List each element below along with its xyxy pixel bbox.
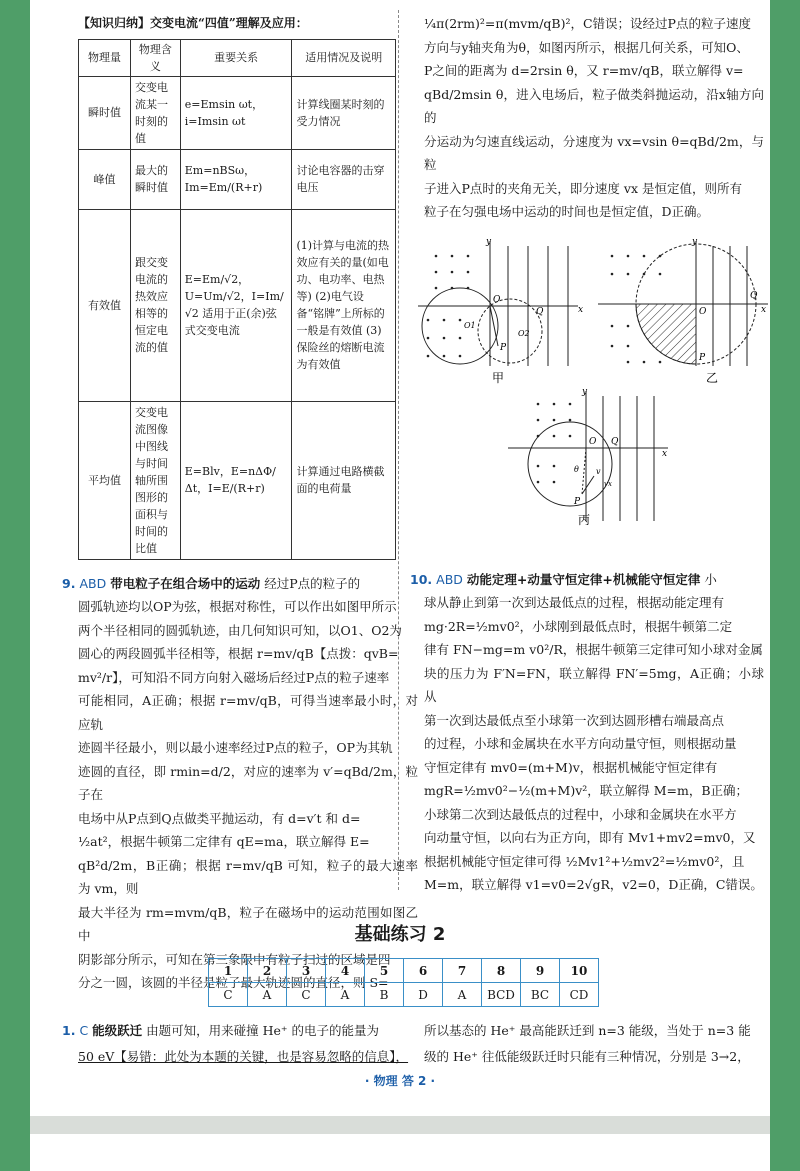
q9-cont-line: 方向与y轴夹角为θ，如图丙所示，根据几何关系，可知O、 xyxy=(424,39,749,55)
answer-value: BCD xyxy=(482,983,521,1007)
q1-answer: C xyxy=(79,1023,89,1038)
q10-line: 守恒定律有 mv0=(m+M)v，根据机械能守恒定律有 xyxy=(424,759,718,775)
answer-value: B xyxy=(365,983,404,1007)
q9-continuation xyxy=(424,12,764,224)
answer-number: 8 xyxy=(482,959,521,983)
table-cell: E=Blv，E=nΔΦ/Δt，I=E/(R+r) xyxy=(180,401,292,559)
q9-line: 可能相同，A正确；根据 r=mv/qB，可得当速率最小时，对应轨 xyxy=(78,693,418,732)
answer-value: A xyxy=(326,983,365,1007)
table-cell: (1)计算与电流的热效应有关的量(如电功、电功率、电热等) (2)电气设备“铭牌”上所标的一般是有效值 (3)保险丝的熔断电流为有效值 xyxy=(292,209,396,401)
table-row xyxy=(79,209,396,401)
answer-number: 3 xyxy=(287,959,326,983)
table-cell: 计算线圈某时刻的受力情况 xyxy=(292,76,396,149)
table-cell: 计算通过电路横截面的电荷量 xyxy=(292,401,396,559)
table-cell: 讨论电容器的击穿电压 xyxy=(292,149,396,209)
table-cell: 最大的瞬时值 xyxy=(131,149,181,209)
q9-line: mv²/r】，可知沿不同方向射入磁场后经过P点的粒子速率 xyxy=(78,669,390,685)
fig-c-q-label: Q xyxy=(611,437,619,447)
q10-line: 向动量守恒，以向右为正方向，即有 Mv1+mv2=mv0，又 xyxy=(424,830,756,845)
answer-number: 5 xyxy=(365,959,404,983)
q9-line: 圆心的两段圆弧半径相等，根据 r=mv/qB【点拨：qvB= xyxy=(78,646,399,661)
figure-b xyxy=(598,237,768,385)
q9-line: 圆弧轨迹均以OP为弦，根据对称性，可以作出如图甲所示 xyxy=(78,599,397,614)
q1-line: 50 eV【易错：此处为本题的关键，也是容易忽略的信息】， xyxy=(78,1049,409,1064)
q9-topic: 带电粒子在组合场中的运动 xyxy=(110,575,261,591)
table-cell: 有效值 xyxy=(79,209,131,401)
q9-cont-line: 分运动为匀速直线运动，分速度为 vx=vsin θ=qBd/2m，与粒 xyxy=(424,133,764,172)
q10-line: 根据机械能守恒定律可得 ½Mv1²+½mv2²=½mv0²，且 xyxy=(424,853,745,869)
q9-line: 迹圆半径最小，则以最小速率经过P点的粒子，OP为其轨 xyxy=(78,740,393,755)
table-row xyxy=(79,401,396,559)
q10-line: 球从静止到第一次到达最低点的过程，根据动能定理有 xyxy=(424,595,725,610)
q10-line: 小球第二次到达最低点的过程中，小球和金属块在水平方 xyxy=(424,806,737,822)
page-footer: · 物理 答 2 · xyxy=(364,1074,436,1088)
answer-number: 4 xyxy=(326,959,365,983)
table-header: 重要关系 xyxy=(180,39,292,76)
fig-c-p-label: P xyxy=(574,497,581,507)
q1-first-line xyxy=(62,1018,418,1044)
left-column xyxy=(62,12,418,995)
fig-b-x-label: x xyxy=(761,305,767,315)
q10-number: 10. xyxy=(410,571,433,587)
fig-a-o-label: O xyxy=(493,295,501,305)
fig-c-x-label: x xyxy=(662,449,668,459)
answer-number: 9 xyxy=(521,959,560,983)
bottom-bar xyxy=(30,1116,770,1134)
q10-line: 块的压力为 F′N=FN，联立解得 FN′=5mg，A正确；小球从 xyxy=(424,665,764,704)
table-cell: 峰值 xyxy=(79,149,131,209)
question-10 xyxy=(410,568,764,897)
q10-answer: ABD xyxy=(436,571,463,587)
answer-value: A xyxy=(443,983,482,1007)
table-header-row xyxy=(79,39,396,76)
q10-topic: 动能定理+动量守恒定律+机械能守恒定律 xyxy=(466,571,701,587)
fig-a-caption: 甲 xyxy=(492,371,505,385)
knowledge-table xyxy=(78,39,396,560)
question-1 xyxy=(62,1018,418,1070)
answer-number: 10 xyxy=(560,959,599,983)
q10-line: 第一次到达最低点至小球第一次到达圆形槽右端最高点 xyxy=(424,712,725,728)
table-cell: e=Emsin ωt，i=Imsin ωt xyxy=(180,76,292,149)
fig-c-y-label: y xyxy=(582,387,588,397)
answer-number: 2 xyxy=(248,959,287,983)
q1-cont-line: 级的 He⁺ 往低能级跃迁时只能有三种情况，分别是 3→2， xyxy=(424,1049,750,1064)
q1-line: 由题可知，用来碰撞 He⁺ 的电子的能量为 xyxy=(146,1023,379,1038)
fig-b-o-label: O xyxy=(699,307,707,317)
q9-line: 阴影部分所示，可知在第三象限中有粒子扫过的区域是四 xyxy=(78,951,391,967)
answer-number: 1 xyxy=(209,959,248,983)
q9-line: 两个半径相同的圆弧轨迹，由几何知识可知，以O1、O2为 xyxy=(78,622,402,638)
fig-c-theta-label: θ xyxy=(574,465,579,474)
q9-cont-line: 子进入P点时的夹角无关，即分速度 vx 是恒定值，则所有 xyxy=(424,180,742,196)
answer-value: A xyxy=(248,983,287,1007)
q10-line: 律有 FN−mg=m v0²/R，根据牛顿第三定律可知小球对金属 xyxy=(424,642,763,657)
answer-table xyxy=(208,958,599,1007)
fig-c-caption: 丙 xyxy=(578,513,591,527)
fig-a-x-label: x xyxy=(578,305,584,315)
q9-line: 迹圆的直径，即 rmin=d/2，对应的速率为 v′=qBd/2m，粒子在 xyxy=(78,763,418,802)
question-1-continuation xyxy=(424,1018,764,1070)
q9-line: 分之一圆，该圆的半径是粒子最大轨迹圆的直径，则 S= xyxy=(78,975,389,990)
q9-line: 经过P点的粒子的 xyxy=(264,575,361,591)
q9-line: ½at²，根据牛顿第二定律有 qE=ma，联立解得 E= xyxy=(78,834,370,849)
figure-a xyxy=(418,237,583,385)
q10-line: 小 xyxy=(704,571,717,587)
table-cell: 跟交变电流的热效应相等的恒定电流的值 xyxy=(131,209,181,401)
q9-cont-line: P之间的距离为 d=2rsin θ，又 r=mv/qB，联立解得 v= xyxy=(424,63,744,78)
fig-a-p-label: P xyxy=(500,343,507,353)
fig-a-y-label: y xyxy=(486,237,492,247)
table-row xyxy=(79,149,396,209)
physics-figures xyxy=(408,236,768,536)
answer-value: CD xyxy=(560,983,599,1007)
fig-c-v-label: v xyxy=(596,467,601,476)
q10-line: mgR=½mv0²−½(m+M)v²，联立解得 M=m，B正确； xyxy=(424,783,749,798)
section-title: 基础练习 2 xyxy=(354,924,446,945)
q9-cont-line: ¼π(2rm)²=π(mvm/qB)²，C错误；设经过P点的粒子速度 xyxy=(424,16,751,31)
table-row xyxy=(79,76,396,149)
table-cell: 交变电流某一时刻的值 xyxy=(131,76,181,149)
q1-topic: 能级跃迁 xyxy=(92,1023,143,1038)
q1-cont-line: 所以基态的 He⁺ 最高能跃迁到 n=3 能级，当处于 n=3 能 xyxy=(424,1023,751,1038)
fig-b-caption: 乙 xyxy=(706,371,719,385)
fig-a-o1-label: O1 xyxy=(464,321,476,330)
answer-number-row xyxy=(209,959,599,983)
q9-number: 9. xyxy=(62,575,76,591)
fig-c-o-label: O xyxy=(589,437,597,447)
answer-value-row xyxy=(209,983,599,1007)
q10-line: mg·2R=½mv0²，小球刚到最低点时，根据牛顿第二定 xyxy=(424,618,733,634)
q9-cont-line: qBd/2msin θ，进入电场后，粒子做类斜抛运动，沿x轴方向的 xyxy=(424,86,764,125)
fig-b-y-label: y xyxy=(692,237,698,247)
q9-first-line xyxy=(62,572,418,596)
q9-line: 电场中从P点到Q点做类平抛运动，有 d=v′t 和 d= xyxy=(78,810,361,826)
table-header: 物理量 xyxy=(79,39,131,76)
q9-line: qB²d/2m，B正确；根据 r=mv/qB 可知，粒子的最大速率为 vm，则 xyxy=(78,857,418,896)
answer-number: 7 xyxy=(443,959,482,983)
q10-line: 的过程，小球和金属块在水平方向动量守恒，则根据动量 xyxy=(424,736,737,751)
q10-first-line xyxy=(410,568,764,592)
page xyxy=(30,0,770,1100)
table-cell: Em=nBSω，Im=Em/(R+r) xyxy=(180,149,292,209)
q9-line: 最大半径为 rm=mvm/qB，粒子在磁场中的运动范围如图乙中 xyxy=(78,904,418,943)
knowledge-title: 【知识归纳】交变电流“四值”理解及应用： xyxy=(78,16,308,30)
q9-answer: ABD xyxy=(79,575,107,591)
table-header: 适用情况及说明 xyxy=(292,39,396,76)
fig-b-p-label: P xyxy=(699,353,706,363)
table-cell: 瞬时值 xyxy=(79,76,131,149)
answer-value: C xyxy=(287,983,326,1007)
q1-number: 1. xyxy=(62,1023,76,1038)
table-cell: 交变电流图像中图线与时间轴所围图形的面积与时间的比值 xyxy=(131,401,181,559)
bottom-band xyxy=(30,1100,770,1171)
table-header: 物理含义 xyxy=(131,39,181,76)
fig-c-vx-label: vx xyxy=(604,480,612,488)
table-cell: 平均值 xyxy=(79,401,131,559)
answer-value: BC xyxy=(521,983,560,1007)
figure-c xyxy=(508,387,668,527)
q9-cont-line: 粒子在匀强电场中运动的时间也是恒定值，D正确。 xyxy=(424,204,710,219)
fig-a-q-label: Q xyxy=(536,307,544,317)
q10-line: M=m，联立解得 v1=v0=2√gR，v2=0，D正确，C错误。 xyxy=(424,877,763,892)
fig-b-q-label: Q xyxy=(750,291,758,301)
answer-value: D xyxy=(404,983,443,1007)
fig-a-o2-label: O2 xyxy=(518,329,530,338)
table-cell: E=Em/√2，U=Um/√2，I=Im/√2 适用于正(余)弦式交变电流 xyxy=(180,209,292,401)
answer-value: C xyxy=(209,983,248,1007)
answer-number: 6 xyxy=(404,959,443,983)
